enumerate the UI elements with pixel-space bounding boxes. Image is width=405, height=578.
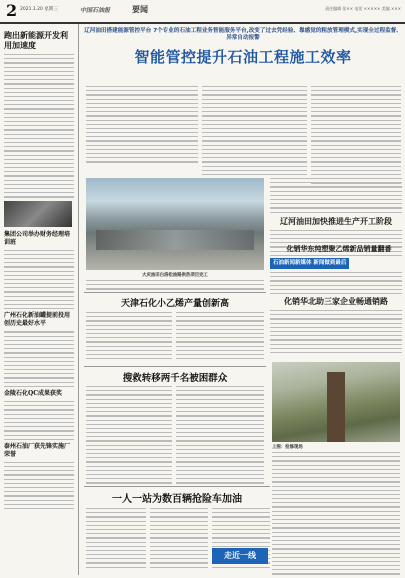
right-column-lower <box>270 310 402 356</box>
rule-3 <box>84 486 270 487</box>
tree-trunk-shape <box>327 372 345 442</box>
story-hengyang-headline: 化销华东纯塑聚乙烯新品销量翻番 <box>286 245 392 253</box>
lead-body-left <box>86 86 198 166</box>
sidebar-text-block-1 <box>4 54 74 198</box>
sidebar-text-block-4 <box>4 401 74 440</box>
sidebar-news <box>0 24 79 575</box>
sidebar-logo-image <box>4 201 72 227</box>
lead-photo-cutline <box>86 280 264 293</box>
sidebar-headline-5: 泰州石油厂获先锋实施厂荣誉 <box>4 442 71 458</box>
page-number: 2 <box>6 1 18 20</box>
lead-body-right <box>311 86 401 187</box>
sidebar-headline-1: 跑出新能源开发利用加速度 <box>4 30 68 50</box>
tree-photo-caption: 上图：抢修现场 <box>272 445 303 450</box>
lead-photo <box>86 178 264 270</box>
sidebar-text-block-5 <box>4 462 74 509</box>
rule-1 <box>84 292 266 293</box>
masthead: 中国石油报 <box>80 7 111 14</box>
tianjin-body-left <box>86 312 172 362</box>
refuel-body-1 <box>86 508 146 571</box>
industrial-plant-shape <box>96 230 254 250</box>
refuel-body-2 <box>150 508 208 571</box>
rule-2 <box>84 366 266 367</box>
right-column-mid <box>270 272 402 297</box>
editor-info: 责任编辑 张×× 电话 ××××× 美编 ××× <box>325 6 401 11</box>
sidebar-text-block-2 <box>4 250 74 310</box>
sidebar-headline-4: 金陵石化QC成果获奖 <box>4 390 63 397</box>
sidebar-text-block-3 <box>4 331 74 387</box>
tianjin-body-right <box>176 312 264 362</box>
lead-photo-caption: 大庆油田白洛松油路供热项目完工 <box>142 273 208 278</box>
rescue-body-right <box>176 386 264 487</box>
tree-photo <box>272 362 400 442</box>
story-rescue-headline: 搜救转移两千名被困群众 <box>122 373 228 384</box>
media-badge: 石油新闻新媒体 新闻做到最后 <box>270 258 349 269</box>
section-tag-frontline: 走近一线 <box>212 548 268 564</box>
story-liaohe-headline: 辽河油田加快推进生产开工阶段 <box>280 216 392 226</box>
story-refuel-headline: 一人一站为数百辆抢险车加油 <box>112 494 242 505</box>
lead-deck: 辽河油田搭建能源管控平台 7个专业的石油工程业务智能服务平台,改变了过去凭经验、靠感觉的粗放管理模式,实现全过程监督、异常自动报警 <box>84 28 402 41</box>
story-tianjin-headline: 天津石化小乙烯产量创新高 <box>120 299 229 309</box>
lead-body-mid <box>202 86 307 178</box>
sidebar-headline-3: 广州石化新油罐提前投用创历史最好水平 <box>4 312 71 328</box>
section-title: 要闻 <box>132 5 148 14</box>
right-column-bottom <box>272 452 400 578</box>
rescue-body-left <box>86 386 172 487</box>
page-date: 2021.1.20 星期三 <box>20 7 58 12</box>
sidebar-headline-2: 集团公司举办财务经理培训班 <box>4 230 71 246</box>
lead-story <box>84 28 402 67</box>
page-header <box>0 0 405 24</box>
lead-headline: 智能管控提升石油工程施工效率 <box>134 48 352 66</box>
story-huabei-headline: 化销华北助三家企业畅通销路 <box>284 297 388 306</box>
